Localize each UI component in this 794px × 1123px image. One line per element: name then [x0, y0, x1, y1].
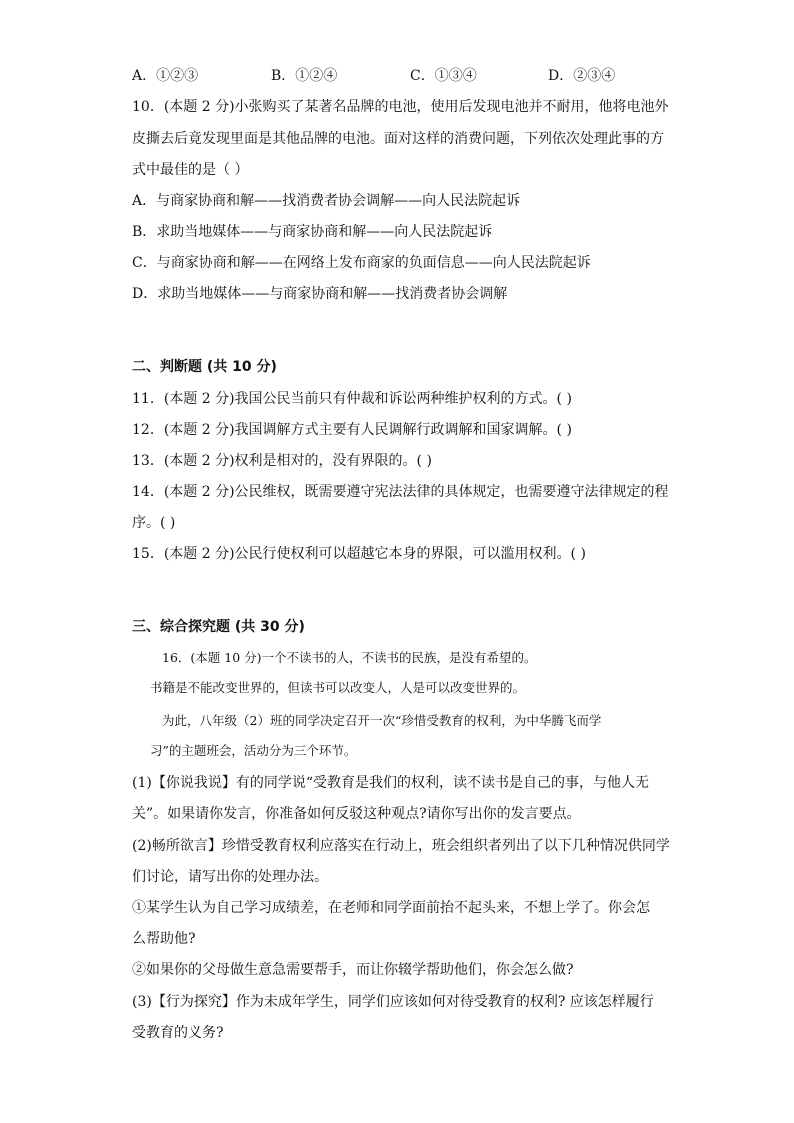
q10-option-a[interactable]: A．与商家协商和解——找消费者协会调解——向人民法院起诉 — [132, 193, 521, 209]
q12: 12．(本题 2 分)我国调解方式主要有人民调解行政调解和国家调解。( ) — [132, 422, 572, 438]
q16-part2-item1-line2: 么帮助他? — [132, 931, 196, 947]
section3-heading: 三、综合探究题 (共 30 分) — [132, 619, 305, 635]
q10-option-d[interactable]: D．求助当地媒体——与商家协商和解——找消费者协会调解 — [132, 286, 508, 302]
q10-option-c[interactable]: C．与商家协商和解——在网络上发布商家的负面信息——向人民法院起诉 — [132, 255, 591, 271]
q16-intro-line1: 16．(本题 10 分)一个不读书的人，不读书的民族，是没有希望的。 — [162, 650, 537, 665]
q10-stem-line2: 皮撕去后竟发现里面是其他品牌的电池。面对这样的消费问题，下列依次处理此事的方 — [132, 131, 664, 147]
q13: 13．(本题 2 分)权利是相对的，没有界限的。( ) — [132, 453, 432, 469]
q9-option-d[interactable]: D．②③④ — [548, 68, 616, 84]
section2-heading: 二、判断题 (共 10 分) — [132, 359, 277, 375]
q14-line1: 14．(本题 2 分)公民维权，既需要遵守宪法法律的具体规定，也需要遵守法律规定的程 — [132, 484, 669, 500]
q9-option-c[interactable]: C．①③④ — [410, 68, 477, 84]
q16-part3-line1: (3)【行为探究】作为未成年学生，同学们应该如何对待受教育的权利? 应该怎样履行 — [132, 994, 654, 1010]
q16-part2-line1: (2)畅所欲言】珍惜受教育权利应落实在行动上，班会组织者列出了以下几种情况供同学 — [132, 838, 670, 854]
q16-part1-line2: 关”。如果请你发言，你准备如何反驳这种观点?请你写出你的发言要点。 — [132, 806, 581, 822]
q16-intro-line3: 为此，八年级（2）班的同学决定召开一次“珍惜受教育的权利，为中华腾飞而学 — [162, 713, 602, 728]
q16-intro-line2: 书籍是不能改变世界的，但读书可以改变人，人是可以改变世界的。 — [150, 680, 526, 695]
q16-part1-line1: (1)【你说我说】有的同学说“受教育是我们的权利，读不读书是自己的事，与他人无 — [132, 775, 649, 791]
q16-part2-item2: ②如果你的父母做生意急需要帮手，而让你辍学帮助他们，你会怎么做? — [132, 962, 574, 978]
q9-options — [132, 66, 692, 86]
q14-line2: 序。( ) — [132, 515, 176, 531]
q16-intro-line4: 习”的主题班会，活动分为三个环节。 — [150, 743, 357, 758]
q11: 11．(本题 2 分)我国公民当前只有仲裁和诉讼两种维护权利的方式。( ) — [132, 391, 572, 407]
q15: 15．(本题 2 分)公民行使权利可以超越它本身的界限，可以滥用权利。( ) — [132, 546, 586, 562]
q9-option-b[interactable]: B．①②④ — [271, 68, 338, 84]
q16-part2-line2: 们讨论，请写出你的处理办法。 — [132, 869, 328, 885]
q16-part2-item1-line1: ①某学生认为自己学习成绩差，在老师和同学面前抬不起头来，不想上学了。你会怎 — [132, 900, 650, 916]
q10-stem-line3: 式中最佳的是（ ） — [132, 162, 249, 178]
q9-option-a[interactable]: A．①②③ — [132, 68, 199, 84]
q10-option-b[interactable]: B．求助当地媒体——与商家协商和解——向人民法院起诉 — [132, 224, 493, 240]
q10-stem-line1: 10．(本题 2 分)小张购买了某著名品牌的电池，使用后发现电池并不耐用，他将电池外 — [132, 99, 669, 115]
q16-part3-line2: 受教育的义务? — [132, 1025, 224, 1041]
